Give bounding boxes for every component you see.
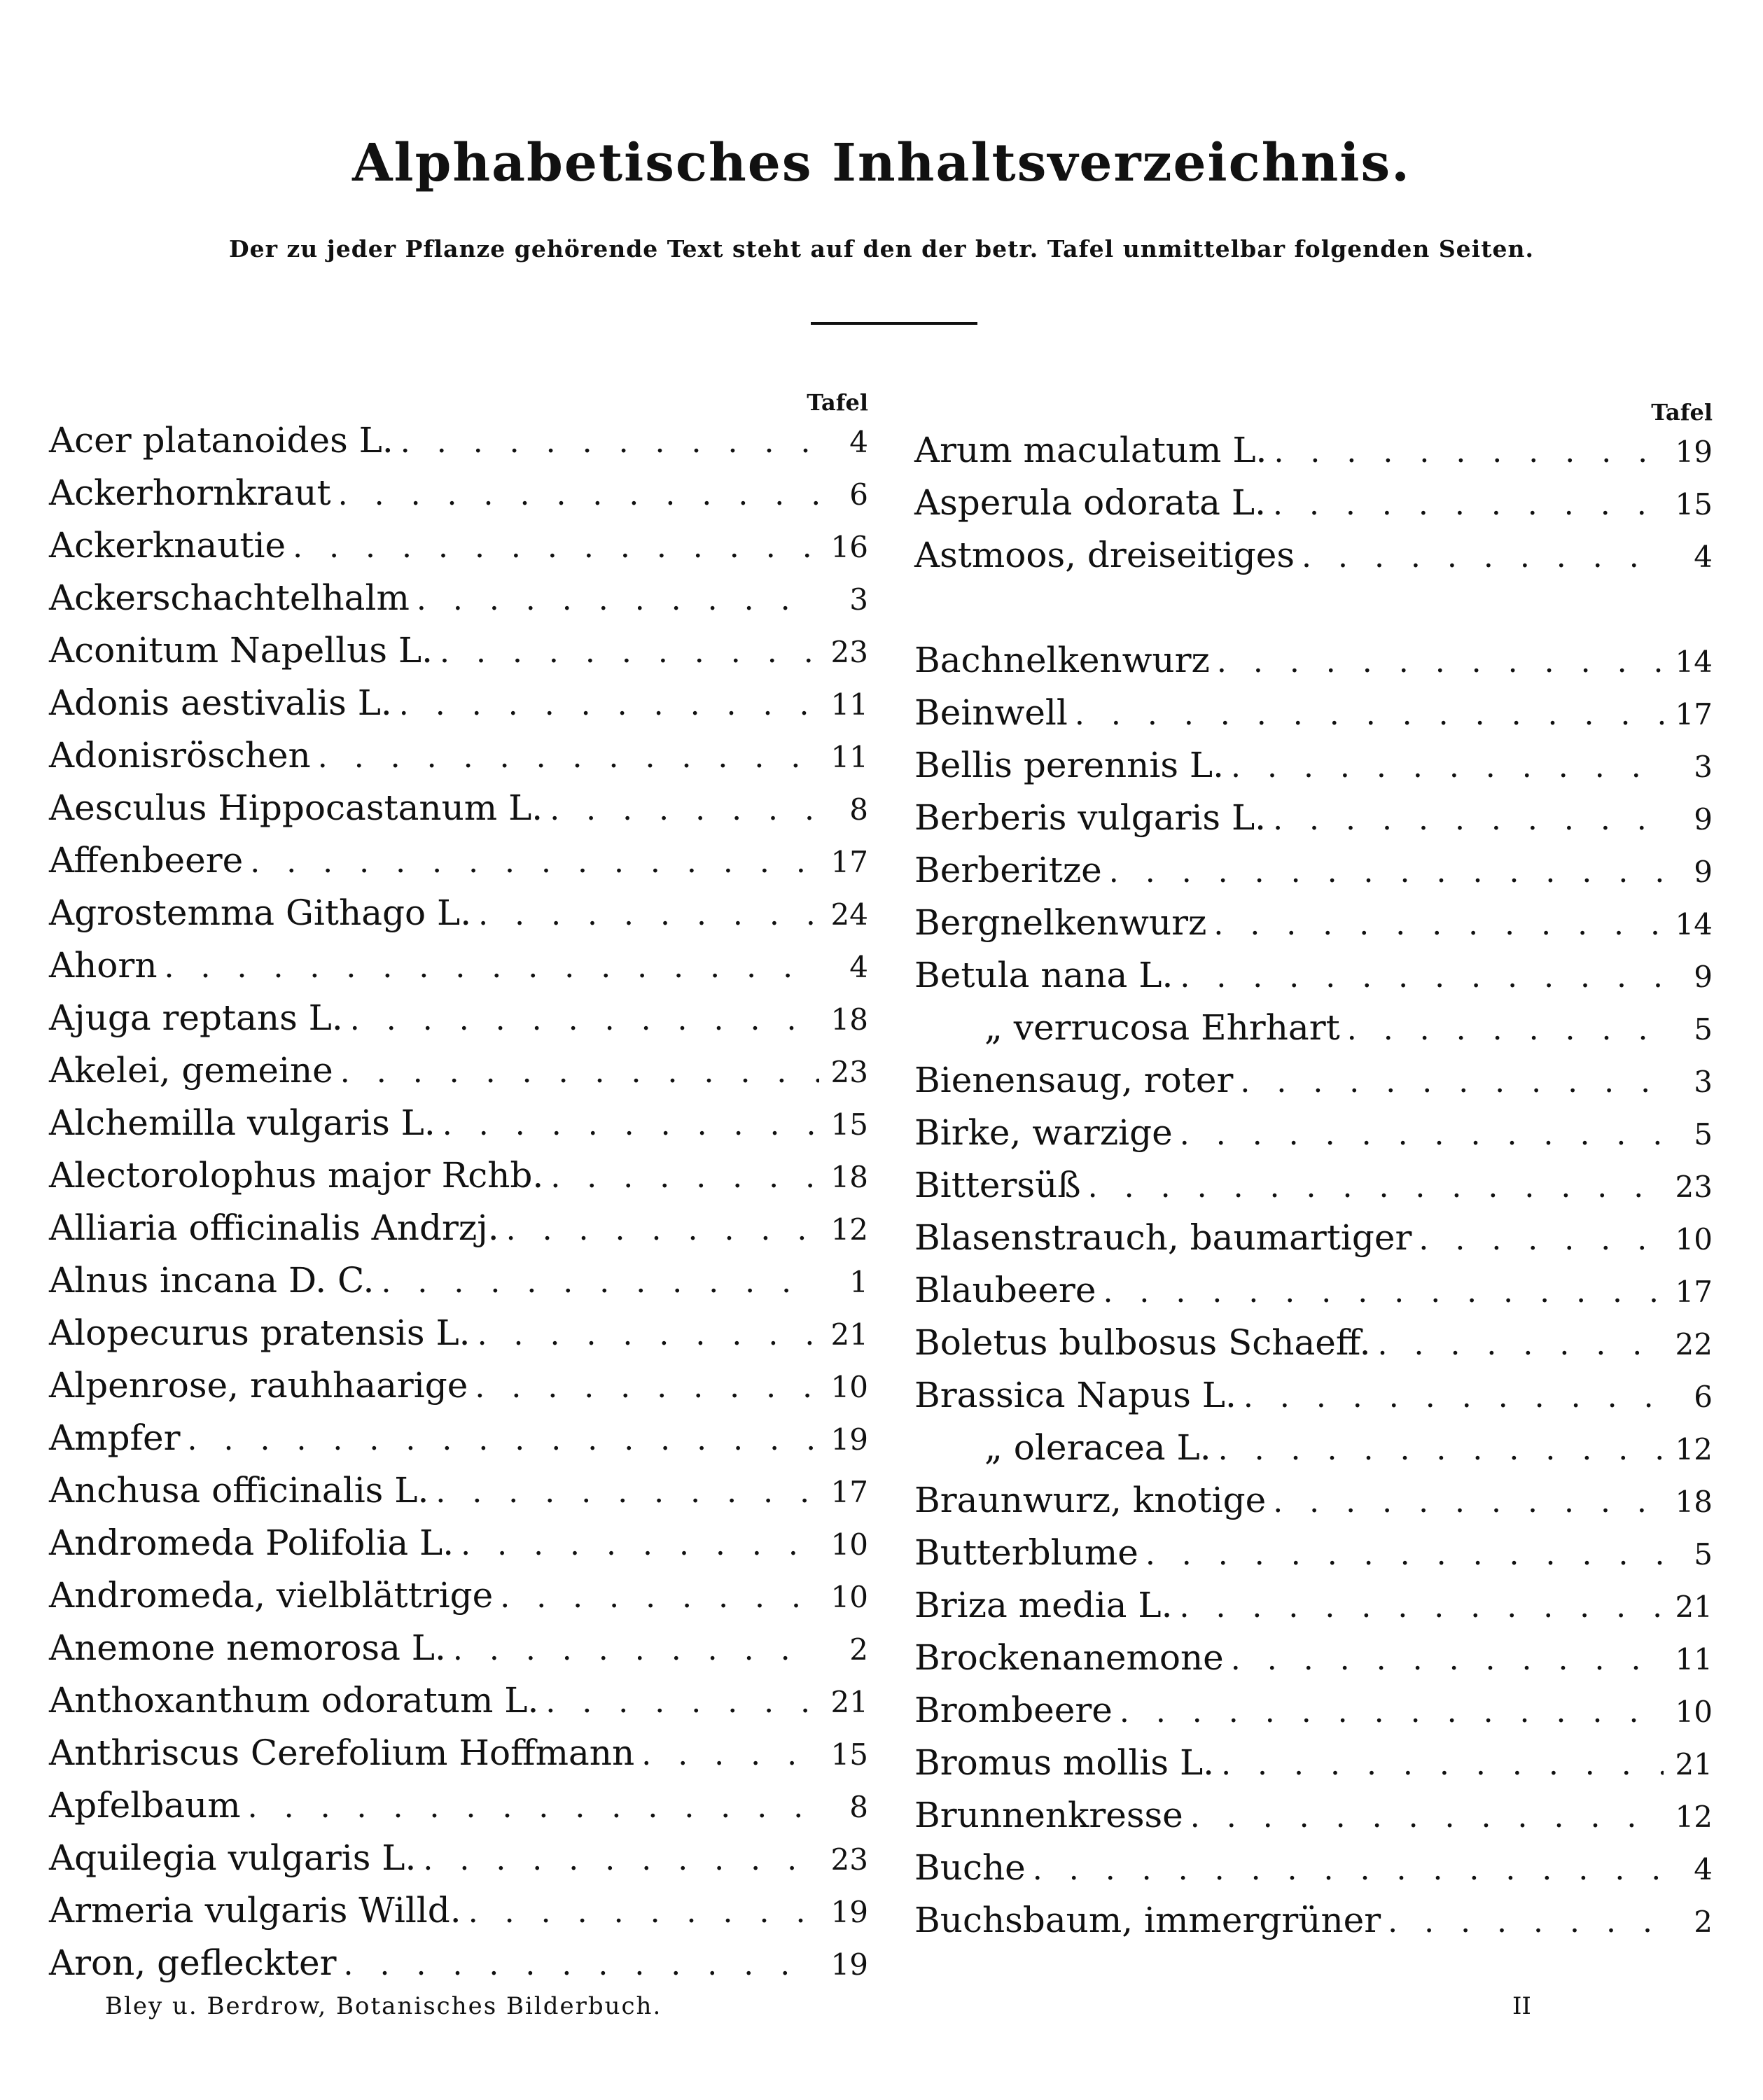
entry-name: Birke, warzige	[914, 1112, 1173, 1153]
page-number: II	[1512, 1992, 1531, 2020]
entry-name: Bellis perennis L.	[914, 745, 1224, 785]
dot-leader	[1267, 434, 1664, 470]
entry-plate-number: 10	[1675, 1222, 1713, 1256]
entry-name: Astmoos, dreiseitiges	[914, 535, 1295, 575]
entry-plate-number: 10	[830, 1580, 868, 1614]
dot-leader	[1211, 1432, 1664, 1467]
entry-plate-number: 3	[849, 582, 868, 617]
entry-plate-number: 21	[1675, 1590, 1713, 1624]
dot-leader	[471, 897, 819, 932]
index-entry	[49, 420, 868, 472]
dot-leader	[393, 424, 819, 460]
index-entry	[914, 902, 1713, 955]
entry-plate-number: 23	[1675, 1170, 1713, 1204]
index-entry	[914, 1375, 1713, 1427]
entry-name: Alectorolophus major Rchb.	[49, 1155, 544, 1196]
entry-plate-number: 19	[830, 1895, 868, 1929]
entry-name: Ajuga reptans L.	[49, 997, 343, 1038]
entry-plate-number: 9	[1694, 855, 1713, 889]
entry-name: Berberitze	[914, 850, 1102, 890]
entry-plate-number: 3	[1694, 1065, 1713, 1099]
index-entry	[49, 945, 868, 997]
entry-name: Blasenstrauch, baumartiger	[914, 1217, 1412, 1258]
entry-name: Acer platanoides L.	[49, 420, 393, 461]
index-entry	[49, 1837, 868, 1890]
entry-name: Bienensaug, roter	[914, 1060, 1234, 1100]
dot-leader	[1172, 1589, 1664, 1625]
entry-plate-number: 2	[849, 1632, 868, 1667]
entry-plate-number: 19	[830, 1422, 868, 1457]
dot-leader	[374, 1264, 819, 1300]
dot-leader	[634, 1737, 819, 1772]
dot-leader	[286, 529, 819, 565]
blank-row	[914, 587, 1713, 640]
entry-name: Bromus mollis L.	[914, 1742, 1215, 1783]
index-entry	[49, 1470, 868, 1522]
entry-name: Ackerschachtelhalm	[49, 578, 410, 618]
entry-name: Andromeda, vielblättrige	[49, 1575, 494, 1616]
dot-leader	[1096, 1274, 1664, 1310]
index-entry	[49, 630, 868, 682]
index-entry	[914, 482, 1713, 535]
entry-plate-number: 21	[1675, 1747, 1713, 1782]
entry-name: Brunnenkresse	[914, 1795, 1183, 1835]
dot-leader	[543, 1159, 819, 1195]
dot-leader	[1026, 1851, 1664, 1887]
dot-leader	[1206, 906, 1664, 942]
dot-leader	[1068, 696, 1664, 732]
entry-plate-number: 21	[830, 1317, 868, 1352]
entry-plate-number: 2	[1694, 1905, 1713, 1939]
entry-name: Beinwell	[914, 692, 1068, 733]
index-entry	[914, 1270, 1713, 1322]
entry-plate-number: 6	[1694, 1380, 1713, 1414]
index-entry	[914, 1217, 1713, 1270]
entry-name: Alliaria officinalis Andrzj.	[49, 1208, 499, 1248]
entry-plate-number: 8	[849, 1790, 868, 1824]
entry-name: Asperula odorata L.	[914, 482, 1266, 523]
entry-name: Ackerknautie	[49, 525, 286, 566]
dot-leader	[241, 1789, 819, 1825]
entry-plate-number: 15	[1675, 487, 1713, 522]
entry-plate-number: 11	[1675, 1642, 1713, 1676]
entry-plate-number: 12	[1675, 1800, 1713, 1834]
dot-leader	[1266, 1484, 1664, 1520]
index-entry	[914, 1795, 1713, 1847]
entry-name: Bittersüß	[914, 1165, 1081, 1205]
dot-leader	[428, 1474, 819, 1510]
index-entry	[49, 1418, 868, 1470]
entry-name: Anthoxanthum odoratum L.	[49, 1680, 539, 1721]
entry-name: Andromeda Polifolia L.	[49, 1522, 454, 1563]
dot-leader	[1173, 1116, 1664, 1152]
entry-plate-number: 10	[830, 1370, 868, 1404]
index-entry	[914, 1427, 1713, 1480]
dot-leader	[1183, 1799, 1664, 1835]
entry-name: Buche	[914, 1847, 1026, 1888]
index-entry	[49, 788, 868, 840]
entry-name: Alopecurus pratensis L.	[49, 1312, 471, 1353]
index-entry	[49, 892, 868, 945]
index-entry	[49, 1050, 868, 1102]
entry-plate-number: 8	[849, 792, 868, 827]
index-entry	[49, 1890, 868, 1942]
dot-leader	[243, 844, 819, 880]
dot-leader	[468, 1369, 819, 1405]
entry-name: Akelei, gemeine	[49, 1050, 333, 1091]
index-entry	[49, 1628, 868, 1680]
index-entry	[914, 640, 1713, 692]
entry-name: Bergnelkenwurz	[914, 902, 1207, 943]
entry-name: Adonisröschen	[49, 735, 311, 776]
entry-name: Arum maculatum L.	[914, 430, 1267, 470]
entry-name: Armeria vulgaris Willd.	[49, 1890, 461, 1931]
entry-plate-number: 9	[1694, 802, 1713, 836]
dot-leader	[1224, 749, 1664, 785]
entry-name: „ oleracea L.	[984, 1427, 1211, 1468]
dot-leader	[1138, 1536, 1664, 1572]
page-title: Alphabetisches Inhaltsverzeichnis.	[352, 133, 1411, 193]
entry-plate-number: 19	[830, 1947, 868, 1982]
entry-name: Anthriscus Cerefolium Hoffmann	[49, 1732, 635, 1773]
index-entry	[49, 682, 868, 735]
entry-name: Adonis aestivalis L.	[49, 682, 392, 723]
dot-leader	[1371, 1326, 1664, 1362]
entry-plate-number: 3	[1694, 750, 1713, 784]
entry-plate-number: 10	[1675, 1695, 1713, 1729]
dot-leader	[311, 739, 819, 775]
dot-leader	[543, 792, 819, 827]
entry-plate-number: 15	[830, 1737, 868, 1772]
dot-leader	[433, 634, 819, 670]
dot-leader	[333, 1054, 819, 1090]
dot-leader	[538, 1684, 819, 1720]
entry-list	[49, 420, 868, 1995]
index-entry	[914, 1847, 1713, 1900]
dot-leader	[1381, 1904, 1664, 1940]
entry-plate-number: 5	[1694, 1012, 1713, 1046]
entry-plate-number: 17	[830, 1475, 868, 1509]
entry-name: Braunwurz, knotige	[914, 1480, 1267, 1520]
entry-plate-number: 12	[830, 1212, 868, 1247]
entry-plate-number: 6	[849, 477, 868, 512]
plate-column-heading: Tafel	[1651, 399, 1713, 426]
dot-leader	[1113, 1694, 1664, 1730]
entry-name: Alchemilla vulgaris L.	[49, 1102, 435, 1143]
entry-name: Berberis vulgaris L.	[914, 797, 1267, 838]
dot-leader	[1102, 854, 1664, 890]
dot-leader	[461, 1894, 819, 1930]
index-entry	[914, 1007, 1713, 1060]
dot-leader	[471, 1317, 819, 1352]
dot-leader	[331, 477, 819, 512]
index-entry	[49, 735, 868, 788]
index-entry	[914, 1900, 1713, 1952]
index-entry	[49, 997, 868, 1050]
entry-name: Ackerhornkraut	[49, 472, 331, 513]
entry-name: Apfelbaum	[49, 1785, 241, 1826]
index-entry	[49, 1312, 868, 1365]
plate-column-heading: Tafel	[807, 389, 868, 416]
dot-leader	[392, 687, 819, 722]
entry-name: Alpenrose, rauhhaarige	[49, 1365, 468, 1406]
entry-name: Aron, gefleckter	[49, 1942, 337, 1983]
entry-name: Bachnelkenwurz	[914, 640, 1210, 680]
dot-leader	[1295, 539, 1664, 575]
entry-name: Brockenanemone	[914, 1637, 1224, 1678]
dot-leader	[454, 1527, 819, 1562]
entry-name: Ahorn	[49, 945, 158, 986]
dot-leader	[499, 1212, 819, 1247]
entry-plate-number: 5	[1694, 1117, 1713, 1152]
index-entry	[914, 1322, 1713, 1375]
index-entry	[914, 1060, 1713, 1112]
entry-plate-number: 17	[1675, 1275, 1713, 1309]
index-entry	[914, 1637, 1713, 1690]
dot-leader	[1214, 1746, 1664, 1782]
index-entry	[49, 1155, 868, 1208]
entry-plate-number: 17	[830, 845, 868, 879]
index-entry	[914, 535, 1713, 587]
index-entry	[914, 745, 1713, 797]
dot-leader	[1236, 1379, 1664, 1415]
entry-plate-number: 14	[1675, 645, 1713, 679]
dot-leader	[416, 1842, 819, 1877]
entry-name: Butterblume	[914, 1532, 1138, 1573]
index-entry	[49, 1522, 868, 1575]
index-entry	[914, 1112, 1713, 1165]
entry-name: Buchsbaum, immergrüner	[914, 1900, 1381, 1940]
index-entry	[49, 1680, 868, 1732]
entry-plate-number: 17	[1675, 697, 1713, 732]
entry-list	[914, 430, 1713, 1952]
dot-leader	[343, 1002, 819, 1037]
entry-name: Alnus incana D. C.	[49, 1260, 375, 1301]
dot-leader	[435, 1107, 819, 1142]
entry-plate-number: 18	[830, 1002, 868, 1037]
entry-plate-number: 24	[830, 897, 868, 932]
dot-leader	[446, 1632, 819, 1667]
entry-name: „ verrucosa Ehrhart	[984, 1007, 1340, 1048]
entry-name: Aesculus Hippocastanum L.	[49, 788, 543, 828]
dot-leader	[181, 1422, 819, 1457]
title-divider	[811, 322, 977, 325]
dot-leader	[158, 949, 819, 985]
entry-plate-number: 15	[830, 1107, 868, 1142]
entry-plate-number: 23	[830, 1055, 868, 1089]
index-entry	[49, 840, 868, 892]
dot-leader	[1173, 959, 1664, 995]
index-entry	[49, 1575, 868, 1628]
index-entry	[49, 1732, 868, 1785]
index-entry	[914, 1742, 1713, 1795]
index-entry	[49, 1260, 868, 1312]
entry-plate-number: 23	[830, 1842, 868, 1877]
entry-plate-number: 14	[1675, 907, 1713, 941]
index-entry	[914, 692, 1713, 745]
entry-plate-number: 21	[830, 1685, 868, 1719]
index-entry	[914, 1690, 1713, 1742]
index-entry	[49, 1365, 868, 1418]
entry-plate-number: 11	[830, 687, 868, 722]
entry-name: Brassica Napus L.	[914, 1375, 1236, 1415]
dot-leader	[1224, 1642, 1664, 1677]
index-entry	[914, 430, 1713, 482]
dot-leader	[1233, 1064, 1664, 1100]
dot-leader	[1266, 802, 1664, 837]
index-entry	[914, 1532, 1713, 1585]
index-entry	[49, 472, 868, 525]
index-entry	[914, 797, 1713, 850]
entry-name: Brombeere	[914, 1690, 1113, 1730]
entry-name: Aconitum Napellus L.	[49, 630, 433, 671]
entry-plate-number: 1	[849, 1265, 868, 1299]
entry-name: Aquilegia vulgaris L.	[49, 1837, 417, 1878]
entry-plate-number: 4	[849, 425, 868, 459]
entry-plate-number: 4	[849, 950, 868, 984]
dot-leader	[1340, 1011, 1664, 1047]
dot-leader	[493, 1579, 819, 1615]
dot-leader	[337, 1947, 819, 1982]
entry-plate-number: 10	[830, 1527, 868, 1562]
dot-leader	[1081, 1169, 1664, 1205]
page-subtitle: Der zu jeder Pflanze gehörende Text steht auf den der betr. Tafel unmittelbar folgenden Seiten.	[229, 235, 1534, 262]
entry-plate-number: 18	[830, 1160, 868, 1194]
index-entry	[914, 1165, 1713, 1217]
entry-plate-number: 4	[1694, 1852, 1713, 1886]
index-entry	[914, 955, 1713, 1007]
entry-name: Blaubeere	[914, 1270, 1096, 1310]
entry-name: Briza media L.	[914, 1585, 1173, 1625]
entry-plate-number: 19	[1675, 435, 1713, 469]
dot-leader	[1210, 644, 1664, 680]
index-entry	[49, 1942, 868, 1995]
dot-leader	[1412, 1222, 1664, 1257]
entry-plate-number: 5	[1694, 1537, 1713, 1572]
entry-plate-number: 18	[1675, 1485, 1713, 1519]
entry-name: Boletus bulbosus Schaeff.	[914, 1322, 1371, 1363]
index-entry	[49, 525, 868, 578]
index-entry	[914, 850, 1713, 902]
entry-plate-number: 16	[830, 530, 868, 564]
index-entry	[49, 1208, 868, 1260]
index-entry	[49, 1102, 868, 1155]
entry-plate-number: 9	[1694, 960, 1713, 994]
index-entry	[914, 1585, 1713, 1637]
entry-name: Agrostemma Githago L.	[49, 892, 472, 933]
entry-plate-number: 11	[830, 740, 868, 774]
entry-name: Ampfer	[49, 1418, 181, 1458]
dot-leader	[410, 582, 819, 617]
entry-name: Anchusa officinalis L.	[49, 1470, 429, 1511]
index-entry	[49, 578, 868, 630]
entry-name: Betula nana L.	[914, 955, 1173, 995]
index-entry	[914, 1480, 1713, 1532]
index-entry	[49, 1785, 868, 1837]
entry-plate-number: 12	[1675, 1432, 1713, 1466]
entry-name: Affenbeere	[49, 840, 244, 881]
entry-plate-number: 23	[830, 635, 868, 669]
entry-plate-number: 4	[1694, 540, 1713, 574]
footer-publisher: Bley u. Berdrow, Botanisches Bilderbuch.	[105, 1992, 662, 2020]
dot-leader	[1266, 486, 1664, 522]
entry-name: Anemone nemorosa L.	[49, 1628, 446, 1668]
entry-plate-number: 22	[1675, 1327, 1713, 1362]
